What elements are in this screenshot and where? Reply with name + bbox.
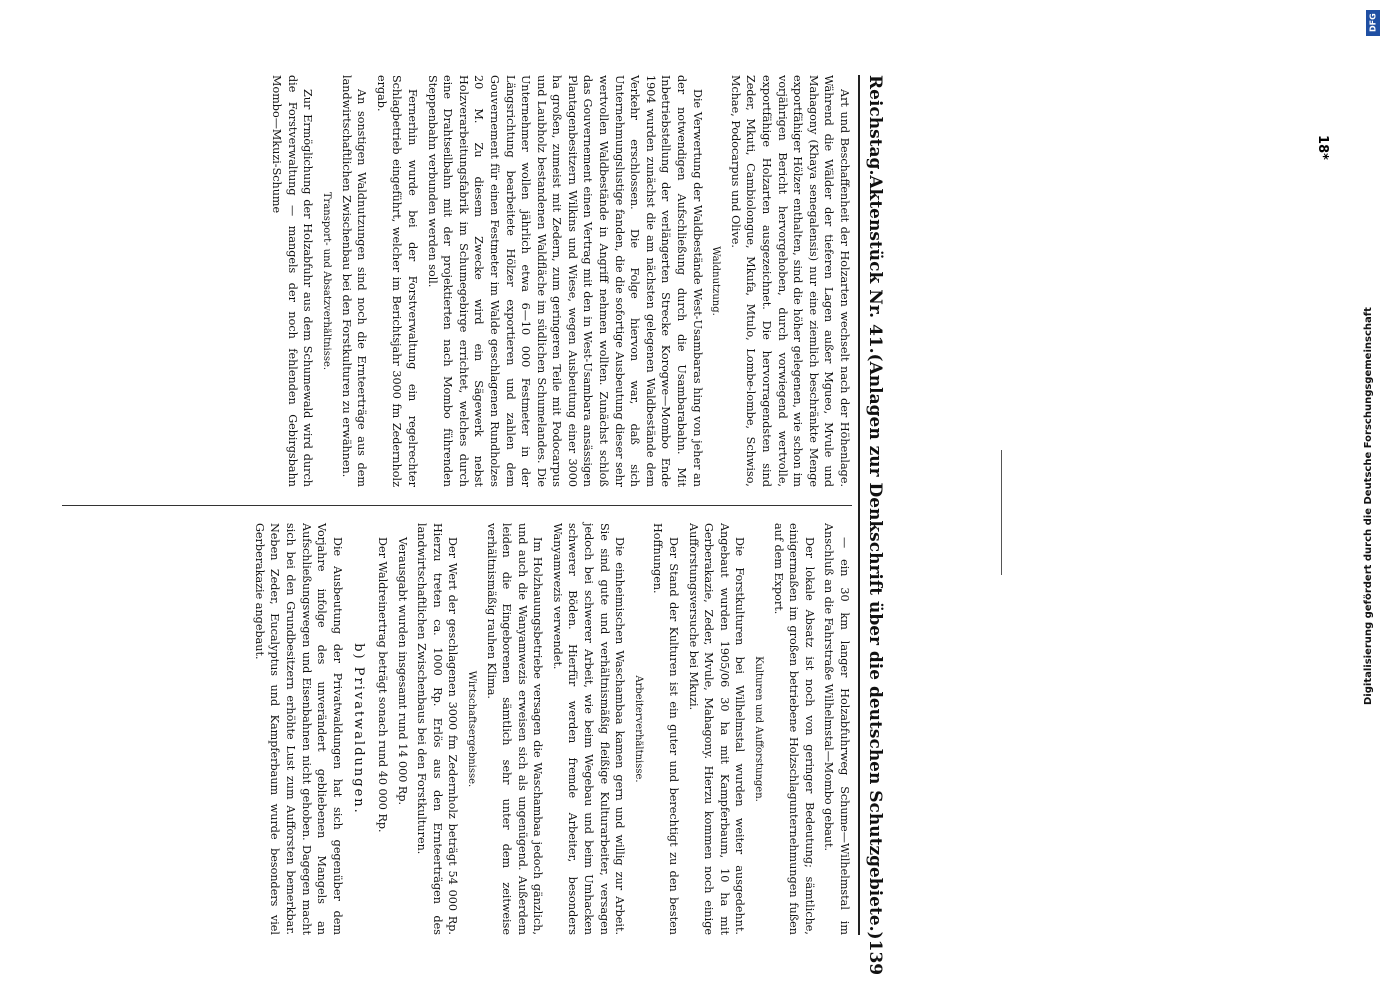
page-number: 139	[865, 939, 885, 976]
right-text-column	[247, 523, 852, 935]
section-heading: b) Privatwaldungen.	[351, 643, 367, 815]
header-right-title: (Anlagen zur Denkschrift über die deutschen Schutzgebiete.)	[865, 353, 885, 940]
left-text-column	[265, 75, 852, 487]
paragraph: Fernerhin wurde bei der Forstverwaltung ein regelrechter Schlagbetrieb eingeführt, welcher im Berichtsjahr 3000 fm Zedernholz ergab.	[374, 75, 419, 487]
paragraph: Der Waldreinertrag beträgt sonach rund 40 000 Rp.	[375, 537, 389, 833]
paragraph: Im Holzhauungsbetriebe versagen die Waschambaa jedoch gänzlich, und auch die Wanyamwezis erweisen sich als ungenügend. Außerdem leiden die Eingeborenen sämtlich sehr unter dem zeitweise verhältnismäßig rauhen Klima.	[484, 523, 545, 935]
paragraph: Die Forstkulturen bei Wilhelmstal wurden weiter ausgedehnt. Angebaut wurden 1905/06 30 ha mit Kampferbaum, 10 ha mit Gerberakazie, Zeder, Mvule, Mahagony. Hierzu kommen noch einige Aufforstungsversuche bei Mkuzi.	[686, 523, 747, 935]
page-header	[858, 75, 890, 976]
section-heading: Wirtschaftsergebnisse.	[465, 670, 477, 788]
paragraph: Der Stand der Kulturen ist ein guter und berechtigt zu den besten Hoffnungen.	[651, 523, 681, 935]
section-heading: Kulturen und Aufforstungen.	[753, 656, 765, 802]
paragraph: Art und Beschaffenheit der Holzarten wechselt nach der Höhenlage. Während die Wälder der tieferen Lagen außer Mgueo, Mvule und Mahagony (Khaya senegalensis) nur eine ziemlich beschränkte Menge exportfähiger Hölzer enthalten, sind die höher gelegenen, wie schon im vorjährigen Bericht hervorgehoben, durch vorwiegend wertvolle, exportfähige Holzarten ausgezeichnet. Die hervorragendsten sind Zeder, Mkuti, Cambiolongue, Mkufa, Mtulo, Lombe-lombe, Schwiso, Mchae, Podocarpus und Olive.	[728, 75, 851, 487]
paragraph: Der lokale Absatz ist noch von geringer Bedeutung; sämtliche, einigermaßen im großen betriebene Holzschlagunternehmungen fußen auf dem Export.	[771, 523, 816, 935]
paragraph: Die Verwertung der Waldbestände West-Usambaras hing von jeher an der notwendigen Aufschließung durch die Usambarabahn. Mit Inbetriebstellung der verlängerten Strecke Korogwe—Mombo Ende 1904 wurden zunächst die am nächsten gelegenen Waldbestände dem Verkehr erschlossen. Die Folge hiervon war, daß sich Unternehmungslustige fanden, die die sofortige Ausbeutung dieser sehr wertvollen Waldbestände in Angriff nehmen wollten. Zunächst schloß das Gouvernement einen Vertrag mit den in West-Usambara ansässigen Plantagenbesitzern Wilkins und Wiese, wegen Ausbeutung einer 3000 ha großen, zumeist mit Zedern, zum geringeren Teile mit Podocarpus und Laubholz bestandenen Waldfläche im südlichen Schumelandes. Die Unternehmer wollen jährlich etwa 6—10 000 Festmeter in der Längsrichtung bearbeitete Hölzer exportieren und zahlen dem Gouvernement für einen Festmeter im Walde geschlagenen Rundholzes 20 M. Zu diesem Zwecke wird ein Sägewerk nebst Holzverarbeitungsfabrik im Schumegebirge errichtet, welches durch eine Drahtseilbahn mit der projektierten nach Mombo führenden Steppenbahn verbunden werden soll.	[425, 75, 704, 487]
paragraph: Die einheimischen Waschambaa kamen gern und willig zur Arbeit. Sie sind gute und verhältnismäßig fleißige Kulturarbeiter, versagen jedoch bei schwerer Arbeit, wie beim Wegebau und beim Umhacken schwerer Böden. Hierfür werden fremde Arbeiter, besonders Wanyamwezis verwendet.	[550, 523, 627, 935]
digitization-credit: Digitalisierung gefördert durch die Deutsche Forschungsgemeinschaft	[1363, 307, 1374, 705]
column-divider	[62, 505, 852, 506]
section-heading: Arbeiterverhältnisse.	[632, 675, 644, 783]
margin-line	[1001, 450, 1002, 575]
header-center: Aktenstück Nr. 41.	[865, 175, 885, 354]
section-heading: Transport- und Absatzverhältnisse.	[321, 191, 332, 371]
header-left: Reichstag.	[865, 75, 885, 176]
paragraph: Der Wert der geschlagenen 3000 fm Zedernholz beträgt 54 000 Rp. Hierzu treten ca. 1000 Rp. Erlös aus den Ernteerträgen des landwirtschaftlichen Zwischenbaus bei den Forstkulturen.	[415, 523, 460, 935]
paragraph: An sonstigen Waldnutzungen sind noch die Ernteerträge aus dem landwirtschaftlichen Zwischenbau bei den Forstkulturen zu erwähnen.	[339, 75, 369, 487]
paragraph: Zur Ermöglichung der Holzabfuhr aus dem Schumewald wird durch die Forstverwaltung — mangels der noch fehlenden Gebirgsbahn Mombo—Mkuzi-Schume	[270, 75, 315, 487]
paragraph: Verausgabt wurden insgesamt rund 14 000 Rp.	[395, 537, 409, 806]
rotated-document-page	[60, 75, 890, 976]
paragraph: Die Ausbeutung der Privatwaldungen hat sich gegenüber dem Vorjahre infolge des unverändert gebliebenen Mangels an Aufschließungswegen und Eisenbahnen nicht gehoben. Dagegen macht sich bei den Grundbesitzern erhöhte Lust zum Aufforsten bemerkbar. Neben Zeder, Eucalyptus und Kampferbaum wurde besonders viel Gerberakazie angebaut.	[252, 523, 344, 935]
section-heading: Waldnutzung.	[710, 246, 722, 316]
signature-mark: 18*	[1314, 135, 1330, 160]
dfg-logo: DFG	[1366, 10, 1380, 36]
paragraph: — ein 30 km langer Holzabfuhrweg Schume—Wilhelmstal im Anschluß an die Fahrstraße Wilhelmstal—Mombo gebaut.	[822, 523, 851, 935]
